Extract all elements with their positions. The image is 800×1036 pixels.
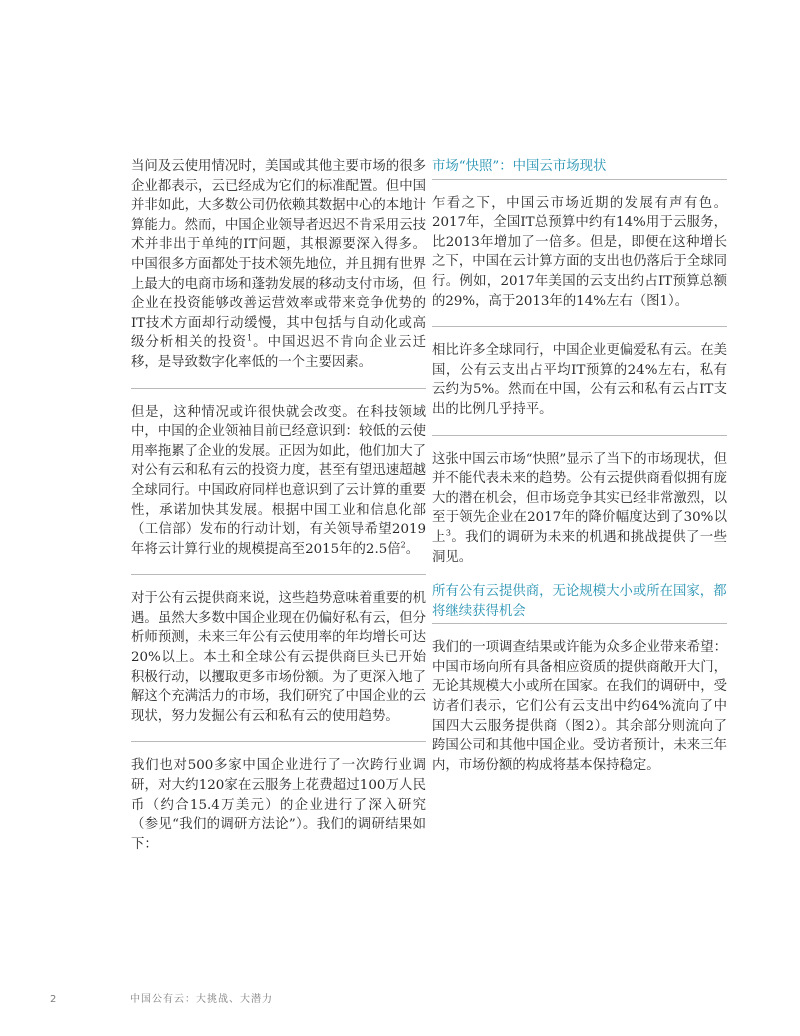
footnote-ref-1[interactable]: 1 [246, 333, 253, 343]
report-title: 中国公有云：大挑战、大潜力 [130, 994, 273, 1005]
footnote-ref-3[interactable]: 3 [445, 528, 451, 538]
paragraph-divider [432, 435, 727, 436]
page-footer [50, 990, 273, 1005]
paragraph-divider [131, 388, 426, 389]
right-paragraph-1: 乍看之下，中国云市场近期的发展有声有色。2017年，全国IT总预算中约有14%用于云服务，比2013年增加了一倍多。但是，即便在这种增长之下，中国在云计算方面的支出也仍落后于全球同行。例如，2017年美国的云支出约占IT预算总额的29%，高于2013年的14%左右（图1）。 [432, 195, 727, 309]
paragraph-divider [131, 574, 426, 575]
left-column [131, 157, 426, 869]
left-paragraph-3: 对于公有云提供商来说，这些趋势意味着重要的机遇。虽然大多数中国企业现在仍偏好私有云，但分析师预测，未来三年公有云使用率的年均增长可达20%以上。本土和全球公有云提供商巨头已开始积极行动，以攫取更多市场份额。为了更深入地了解这个充满活力的市场，我们研究了中国企业的云现状，努力发掘公有云和私有云的使用趋势。 [131, 591, 426, 724]
paragraph-divider [432, 326, 727, 327]
right-paragraph-3: 这张中国云市场“快照”显示了当下的市场现状，但并不能代表未来的趋势。公有云提供商看似拥有庞大的潜在机会，但市场竞争其实已经非常激烈，以至于领先企业在2017年的降价幅度达到了30%以上$^3$。我们的调研为未来的机遇和挑战提供了一些洞见。 [432, 451, 728, 565]
section-heading-market-snapshot: 市场“快照”：中国云市场现状 [432, 159, 607, 174]
right-column [432, 157, 727, 790]
right-paragraph-4: 我们的一项调查结果或许能为众多企业带来希望：中国市场向所有具备相应资质的提供商敞开大门，无论其规模大小或所在国家。在我们的调研中，受访者们表示，它们公有云支出中约64%流向了中国四大云服务提供商（图2）。其余部分则流向了跨国公司和其他中国企业。受访者预计，未来三年内，市场份额的构成将基本保持稳定。 [432, 640, 727, 773]
heading-divider [432, 179, 727, 180]
right-paragraph-2: 相比许多全球同行，中国企业更偏爱私有云。在美国，公有云支出占平均IT预算的24%左右，私有云约为5%。然而在中国，公有云和私有云占IT支出的比例几乎持平。 [432, 343, 727, 417]
heading-divider [432, 623, 727, 624]
left-paragraph-4: 我们也对500多家中国企业进行了一次跨行业调研，对大约120家在云服务上花费超过100万人民币（约合15.4万美元）的企业进行了深入研究（参见“我们的调研方法论”）。我们的调研结果如下： [131, 758, 426, 852]
paragraph-divider [131, 741, 426, 742]
left-paragraph-2: 但是，这种情况或许很快就会改变。在科技领域中，中国的企业领袖目前已经意识到：较低的云使用率拖累了企业的发展。正因为如此，他们加大了对公有云和私有云的投资力度，甚至有望迅速超越全球同行。中国政府同样也意识到了云计算的重要性，承诺加快其发展。根据中国工业和信息化部（工信部）发布的行动计划，有关领导希望2019年将云计算行业的规模提高至2015年的2.5倍$^2$。 [131, 404, 426, 557]
footnote-ref-2[interactable]: 2 [400, 540, 406, 550]
page-number: 2 [50, 994, 57, 1005]
left-paragraph-1: 当问及云使用情况时，美国或其他主要市场的很多企业都表示，云已经成为它们的标准配置。但中国并非如此，大多数公司仍依赖其数据中心的本地计算能力。然而，中国企业领导者迟迟不肯采用云技术并非出于单纯的IT问题，其根源要深入得多。中国很多方面都处于技术领先地位，并且拥有世界上最大的电商市场和蓬勃发展的移动支付市场，但企业在投资能够改善运营效率或带来竞争优势的IT技术方面却行动缓慢，其中包括与自动化或高级分析相关的投资$^1$。中国迟迟不肯向企业云迁移，是导致数字化率低的一个主要因素。 [131, 159, 427, 370]
section-heading-public-cloud-opportunity: 所有公有云提供商，无论规模大小或所在国家，都将继续获得机会 [432, 584, 727, 619]
